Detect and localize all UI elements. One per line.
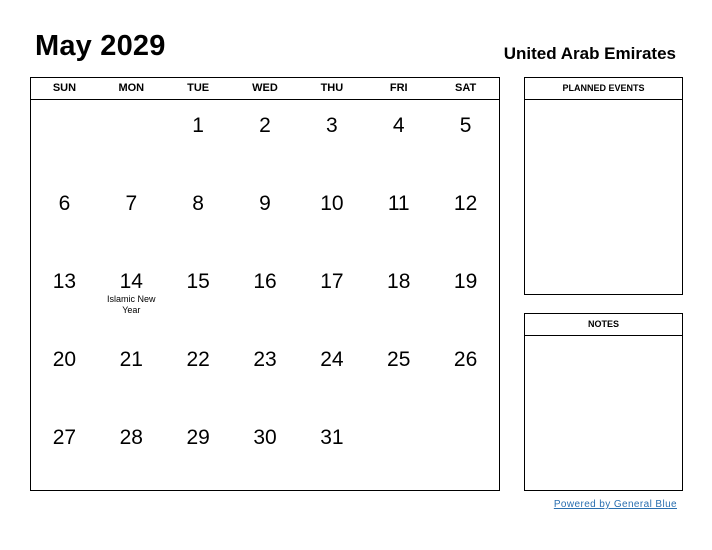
day-number: 12 [453, 192, 478, 215]
day-number: 30 [253, 426, 277, 449]
day-number: 10 [320, 192, 344, 215]
day-number: 20 [52, 348, 77, 371]
notes-panel [524, 313, 683, 491]
weekday-header-row [31, 78, 499, 100]
day-cell [432, 412, 499, 490]
weekday-wed: WED [252, 82, 278, 94]
weekday-fri: FRI [389, 82, 408, 94]
day-cell [31, 178, 98, 256]
day-cell [365, 100, 432, 178]
day-cell [165, 100, 232, 178]
day-number: 18 [387, 270, 411, 293]
day-cell [232, 256, 299, 334]
planned-events-heading: PLANNED EVENTS [525, 78, 682, 100]
day-number: 19 [453, 270, 478, 293]
day-cell [365, 334, 432, 412]
day-number: 6 [58, 192, 71, 215]
day-cell [165, 334, 232, 412]
day-cell [31, 100, 98, 178]
calendar-week-row [31, 100, 499, 178]
day-cell [98, 412, 165, 490]
day-cell [432, 334, 499, 412]
day-cell [165, 178, 232, 256]
day-number: 11 [387, 192, 410, 215]
weekday-thu: THU [320, 82, 344, 94]
day-cell [432, 256, 499, 334]
page-title: May 2029 [35, 30, 166, 62]
day-cell [98, 334, 165, 412]
calendar-week-row [31, 178, 499, 256]
day-number: 29 [186, 426, 210, 449]
day-cell [298, 256, 365, 334]
day-cell [365, 178, 432, 256]
day-cell [232, 412, 299, 490]
day-number: 22 [186, 348, 210, 371]
day-cell [365, 412, 432, 490]
day-cell [298, 334, 365, 412]
day-cell [98, 100, 165, 178]
weekday-sat: SAT [454, 82, 477, 94]
day-cell [98, 178, 165, 256]
day-number: 31 [320, 426, 344, 449]
day-number: 2 [259, 114, 271, 137]
day-number: 14 [119, 270, 143, 293]
calendar-grid [30, 77, 500, 491]
day-cell [432, 178, 499, 256]
weekday-mon: MON [118, 82, 145, 94]
day-cell [298, 412, 365, 490]
day-cell [298, 178, 365, 256]
day-number: 26 [453, 348, 478, 371]
day-cell [232, 334, 299, 412]
calendar-weeks [31, 100, 499, 490]
day-number: 16 [253, 270, 277, 293]
day-number: 4 [392, 114, 405, 137]
country-name: United Arab Emirates [503, 44, 676, 63]
day-number: 27 [52, 426, 77, 449]
weekday-tue: TUE [187, 82, 210, 94]
day-number: 1 [192, 114, 204, 137]
day-number: 8 [192, 192, 204, 215]
notes-heading: NOTES [525, 314, 682, 336]
day-cell [31, 334, 98, 412]
day-number: 13 [52, 270, 77, 293]
day-cell [31, 256, 98, 334]
day-number: 9 [259, 192, 271, 215]
day-number: 24 [320, 348, 344, 371]
day-number: 7 [125, 192, 138, 215]
day-number: 28 [119, 426, 143, 449]
calendar-week-row [31, 412, 499, 490]
day-number: 25 [387, 348, 411, 371]
day-number: 5 [459, 114, 472, 137]
day-number: 21 [119, 348, 143, 371]
holiday-label: Islamic New Year [107, 294, 156, 315]
day-cell [298, 100, 365, 178]
day-cell [165, 412, 232, 490]
day-cell [98, 256, 165, 334]
calendar-week-row [31, 256, 499, 334]
day-cell [432, 100, 499, 178]
day-cell [365, 256, 432, 334]
day-number: 23 [253, 348, 277, 371]
planned-events-panel [524, 77, 683, 295]
day-cell [232, 100, 299, 178]
powered-by-link[interactable]: Powered by General Blue [553, 499, 677, 510]
day-number: 17 [320, 270, 344, 293]
day-cell [165, 256, 232, 334]
day-cell [31, 412, 98, 490]
day-cell [232, 178, 299, 256]
day-number: 3 [326, 114, 338, 137]
calendar-week-row [31, 334, 499, 412]
weekday-sun: SUN [52, 82, 77, 94]
day-number: 15 [186, 270, 210, 293]
